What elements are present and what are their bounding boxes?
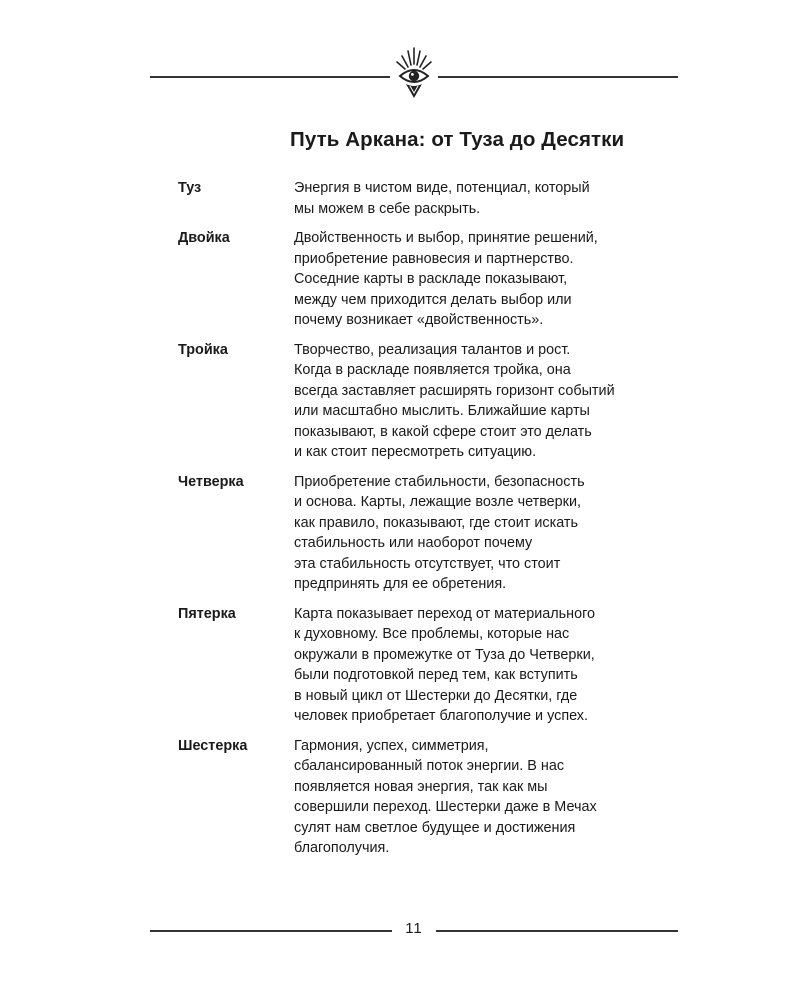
header-rule-right xyxy=(438,76,678,78)
definition-line: показывают, в какой сфере стоит это делать xyxy=(294,423,592,440)
definition-line: Когда в раскладе появляется тройка, она xyxy=(294,362,571,378)
entry-ace xyxy=(178,178,648,219)
entry-definition xyxy=(294,340,648,463)
definition-line: эта стабильность отсутствует, что стоит xyxy=(294,555,561,572)
entry-term: Четверка xyxy=(178,473,244,490)
entry-term: Шестерка xyxy=(178,737,248,754)
definition-line: предпринять для ее обретения. xyxy=(294,576,507,592)
entry-term: Тройка xyxy=(178,341,228,358)
entry-definition xyxy=(294,736,648,859)
footer-rule-right xyxy=(436,930,678,932)
definition-line: и основа. Карты, лежащие возле четверки, xyxy=(294,494,582,510)
definition-line: Энергия в чистом виде, потенциал, который xyxy=(294,180,590,196)
definition-line: окружали в промежутке от Туза до Четверки, xyxy=(294,646,595,663)
definition-line: были подготовкой перед тем, как вступить xyxy=(294,667,578,683)
definition-line: Карта показывает переход от материального xyxy=(294,605,596,622)
entry-five xyxy=(178,604,648,727)
definition-line: почему возникает «двойственность». xyxy=(294,312,544,328)
page-title: Путь Аркана: от Туза до Десятки xyxy=(290,128,625,151)
entry-definition xyxy=(294,604,648,727)
entry-definition xyxy=(294,228,648,331)
definition-line: мы можем в себе раскрыть. xyxy=(294,200,481,217)
definition-line: Творчество, реализация талантов и рост. xyxy=(294,341,571,358)
entry-six xyxy=(178,736,648,859)
definition-line: Приобретение стабильности, безопасность xyxy=(294,473,585,490)
entry-two xyxy=(178,228,648,331)
header-rule-left xyxy=(150,76,390,78)
page-number: 11 xyxy=(405,920,423,937)
definition-line: и как стоит пересмотреть ситуацию. xyxy=(294,444,537,460)
definition-line: в новый цикл от Шестерки до Десятки, где xyxy=(294,687,578,704)
definition-line: Соседние карты в раскладе показывают, xyxy=(294,271,568,287)
entry-term: Двойка xyxy=(178,230,230,246)
eye-emblem-icon xyxy=(388,44,440,100)
definition-line: или масштабно мыслить. Ближайшие карты xyxy=(294,403,590,419)
definition-line: совершили переход. Шестерки даже в Мечах xyxy=(294,799,597,815)
definition-line: всегда заставляет расширять горизонт событий xyxy=(294,382,615,399)
definition-line: благополучия. xyxy=(294,840,390,856)
definition-line: как правило, показывают, где стоит искать xyxy=(294,514,578,531)
definition-line: Гармония, успех, симметрия, xyxy=(294,737,489,754)
entry-definition xyxy=(294,178,648,219)
definition-line: между чем приходится делать выбор или xyxy=(294,291,572,308)
definition-line: сбалансированный поток энергии. В нас xyxy=(294,758,565,774)
entry-four xyxy=(178,472,648,595)
definition-line: появляется новая энергия, так как мы xyxy=(294,778,548,795)
definition-line: сулят нам светлое будущее и достижения xyxy=(294,819,576,836)
definition-line: к духовному. Все проблемы, которые нас xyxy=(294,626,570,642)
definition-line: приобретение равновесия и партнерство. xyxy=(294,250,574,267)
definition-line: стабильность или наоборот почему xyxy=(294,535,533,551)
card-meaning-list xyxy=(178,178,648,868)
entry-three xyxy=(178,340,648,463)
entry-term: Пятерка xyxy=(178,605,236,622)
entry-term: Туз xyxy=(178,180,202,196)
footer-rule-left xyxy=(150,930,392,932)
entry-definition xyxy=(294,472,648,595)
definition-line: Двойственность и выбор, принятие решений, xyxy=(294,230,598,246)
definition-line: человек приобретает благополучие и успех. xyxy=(294,708,589,724)
